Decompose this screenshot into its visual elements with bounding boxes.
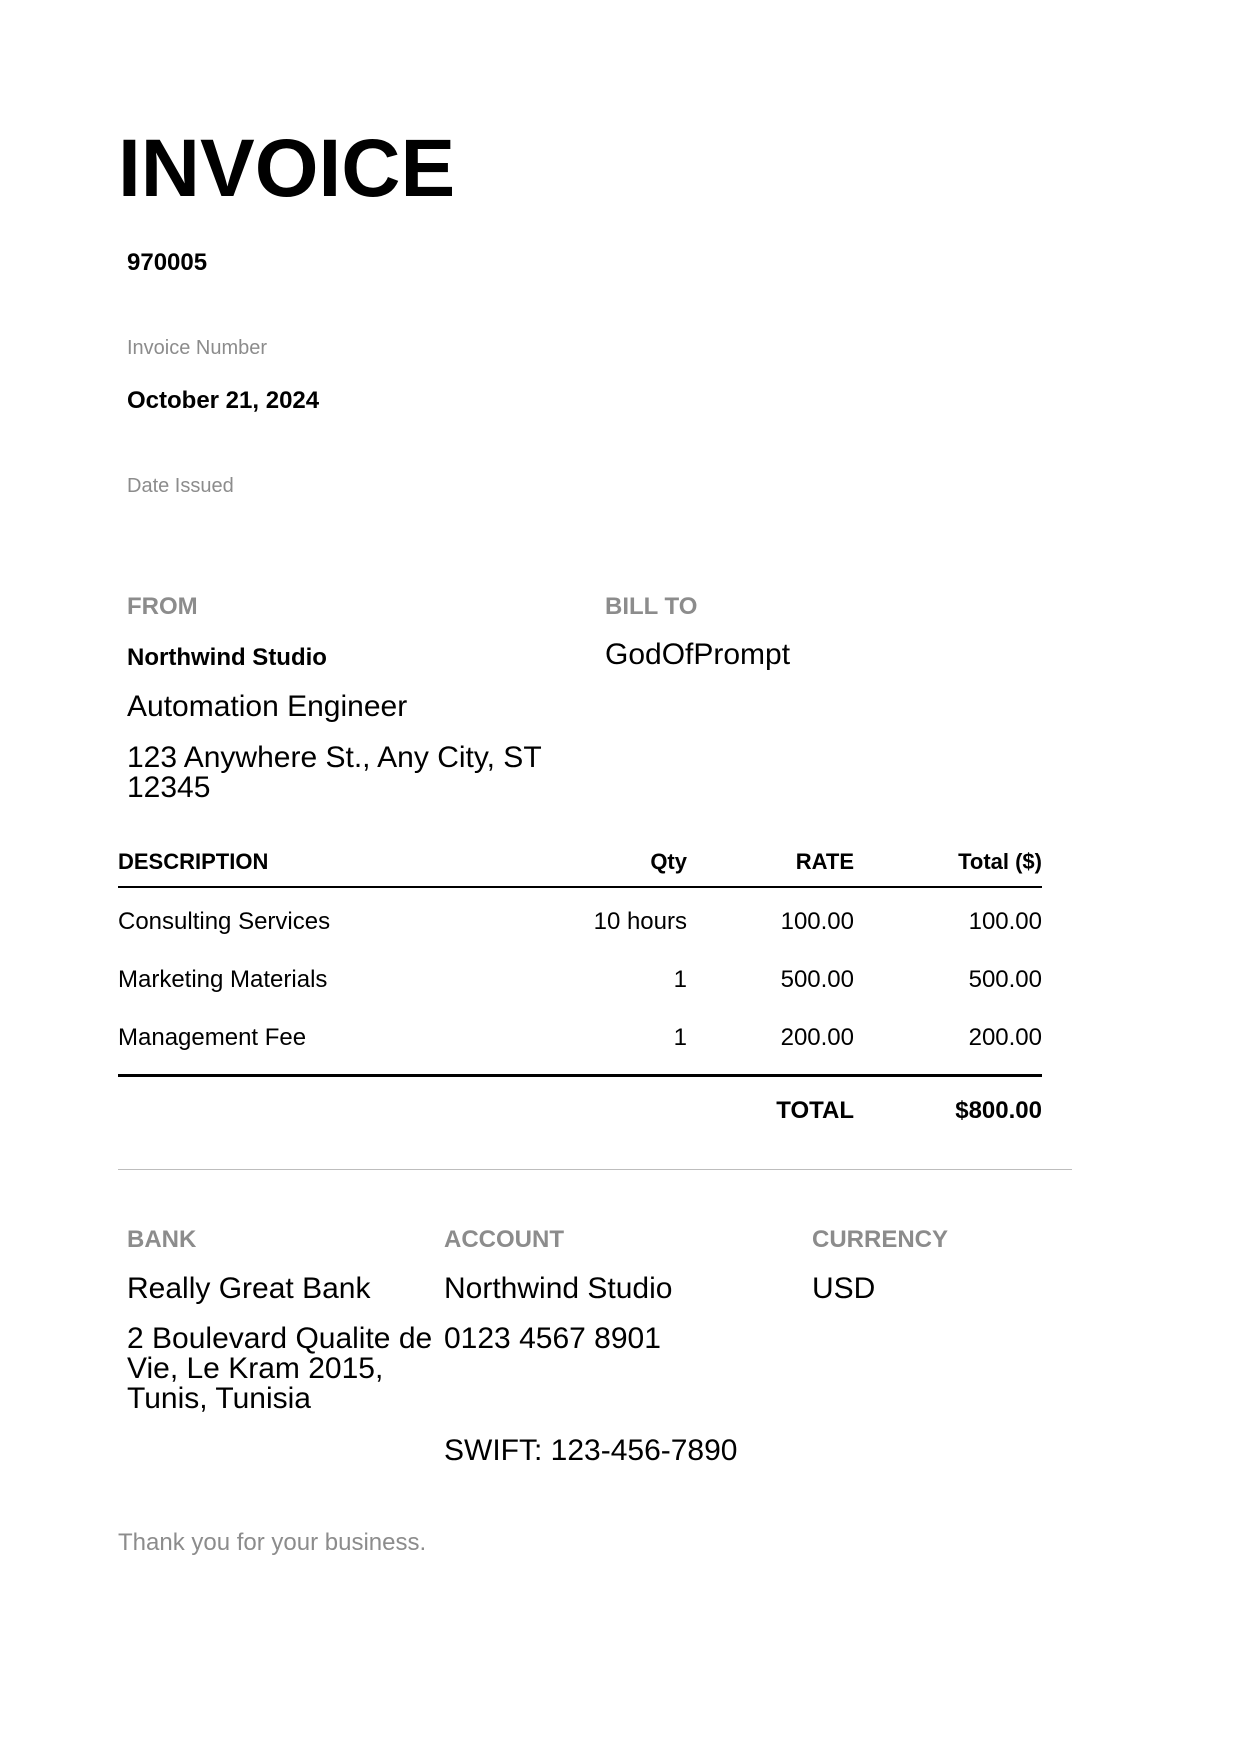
total-value: $800.00: [955, 1097, 1042, 1124]
table-header-divider: [118, 886, 1042, 888]
account-name: Northwind Studio: [444, 1272, 673, 1305]
bank-name: Really Great Bank: [127, 1272, 371, 1305]
col-header-description: DESCRIPTION: [118, 849, 269, 874]
col-header-qty: Qty: [650, 849, 687, 874]
currency-value: USD: [812, 1272, 876, 1305]
row-description: Management Fee: [118, 1024, 307, 1051]
account-label: ACCOUNT: [444, 1226, 564, 1253]
row-description: Consulting Services: [118, 908, 331, 935]
bill-to-label: BILL TO: [605, 593, 698, 620]
total-label: TOTAL: [776, 1097, 854, 1124]
row-rate: 500.00: [780, 966, 854, 993]
bank-label: BANK: [127, 1226, 197, 1253]
row-qty: 1: [673, 966, 687, 993]
bill-to-name: GodOfPrompt: [605, 638, 791, 671]
row-rate: 100.00: [780, 908, 854, 935]
row-total: 100.00: [968, 908, 1042, 935]
thank-you-note: Thank you for your business.: [118, 1529, 427, 1556]
account-number: 0123 4567 8901: [444, 1322, 661, 1355]
row-rate: 200.00: [780, 1024, 854, 1051]
from-role: Automation Engineer: [127, 690, 408, 723]
invoice-number: 970005: [127, 249, 208, 276]
invoice-title: INVOICE: [118, 123, 456, 214]
bank-address: 2 Boulevard Qualite de Vie, Le Kram 2015, Tunis, Tunisia: [127, 1322, 433, 1415]
invoice-number-label: Invoice Number: [127, 337, 268, 359]
currency-label: CURRENCY: [812, 1226, 949, 1253]
row-description: Marketing Materials: [118, 966, 328, 993]
row-total: 200.00: [968, 1024, 1042, 1051]
table-footer-divider: [118, 1074, 1042, 1077]
row-total: 500.00: [968, 966, 1042, 993]
col-header-total: Total ($): [958, 849, 1042, 874]
from-name: Northwind Studio: [127, 644, 327, 671]
from-address: 123 Anywhere St., Any City, ST 12345: [127, 741, 542, 804]
swift-code: SWIFT: 123-456-7890: [444, 1434, 738, 1467]
date-issued: October 21, 2024: [127, 387, 320, 414]
date-issued-label: Date Issued: [127, 475, 234, 497]
row-qty: 1: [673, 1024, 687, 1051]
col-header-rate: RATE: [795, 849, 854, 874]
row-qty: 10 hours: [593, 908, 687, 935]
from-label: FROM: [127, 593, 198, 620]
section-divider: [118, 1169, 1072, 1170]
